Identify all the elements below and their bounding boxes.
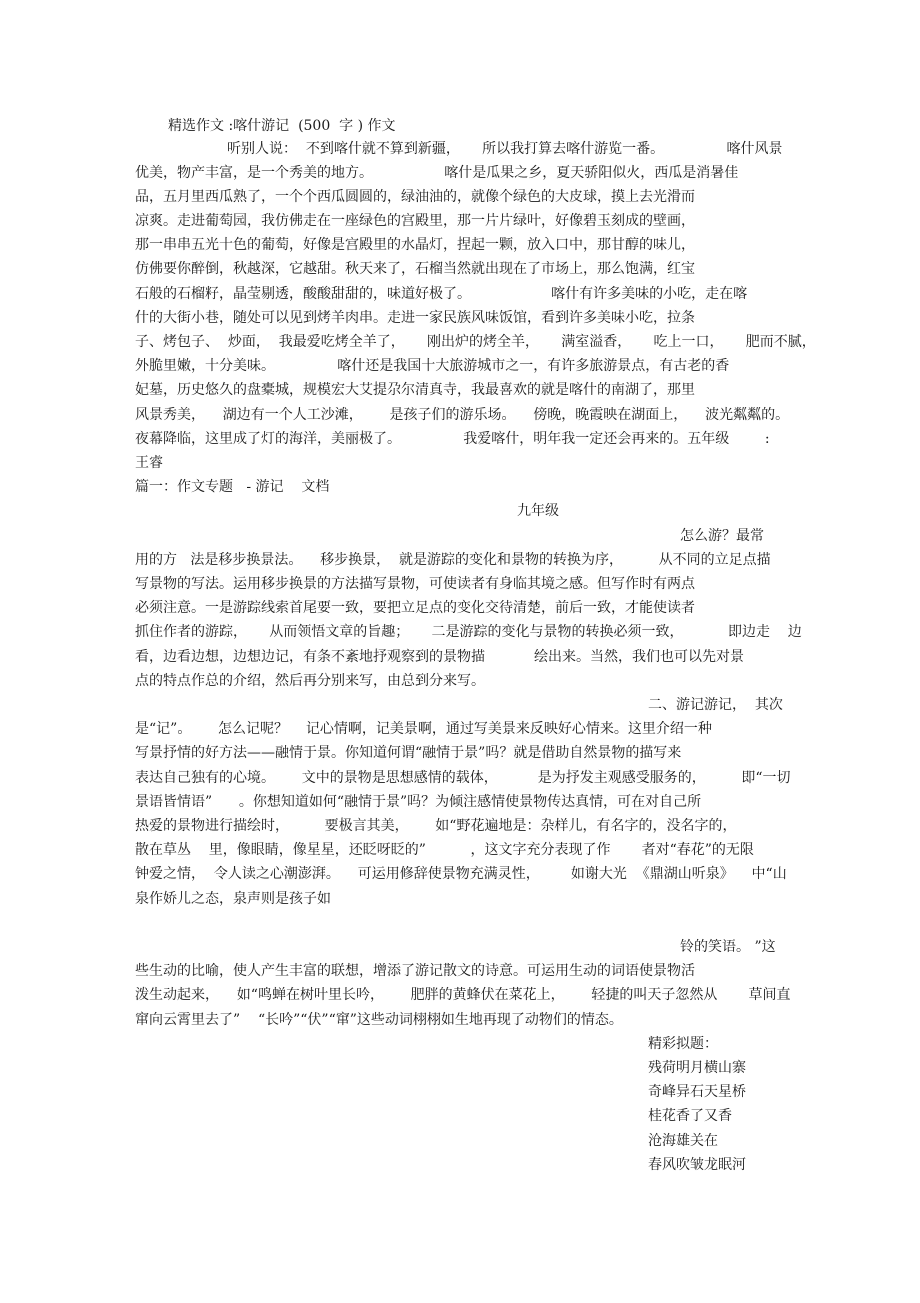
essay-line: 夜幕降临，这里成了灯的海洋，美丽极了。 我爱喀什，明年我一定还会再来的。五年级 :	[135, 431, 770, 447]
essay-line: 听别人说： 不到喀什就不算到新疆， 所以我打算去喀什游览一番。 喀什风景	[227, 141, 783, 157]
guide-line: 写景抒情的好方法——融情于景。你知道何谓“融情于景”吗？就是借助自然景物的描写来	[135, 745, 682, 761]
guide-line: 看，边看边想，边想边记，有条不紊地抒观察到的景物描 绘出来。当然，我们也可以先对景	[135, 649, 744, 665]
grade-label: 九年级	[517, 503, 559, 519]
guide-line: 点的特点作总的介绍，然后再分别来写，由总到分来写。	[135, 673, 485, 689]
guide-line: 必须注意。一是游踪线索首尾要一致，要把立足点的变化交待清楚，前后一致，才能使读者	[135, 600, 695, 616]
guide-line: 景语皆情语” 。你想知道如何“融情于景”吗？为倾注感情使景物传达真情，可在对自己所	[135, 794, 702, 810]
guide-line: 钟爱之情， 令人读之心潮澎湃。 可运用修辞使景物充满灵性， 如谢大光 《鼎湖山听泉》 中“山	[135, 866, 787, 882]
guide-line: 是“记”。 怎么记呢？ 记心情啊，记美景啊，通过写美景来反映好心情来。这里介绍一种	[135, 721, 712, 737]
guide-line: 写景物的写法。运用移步换景的方法描写景物，可使读者有身临其境之感。但写作时有两点	[135, 576, 695, 592]
section-heading: 篇一：作文专题 - 游记 文档	[135, 479, 330, 495]
essay-line: 仿佛要你醉倒，秋越深，它越甜。秋天来了，石榴当然就出现在了市场上，那么饱满，红宝	[135, 261, 695, 277]
essay-line: 石般的石榴籽，晶莹剔透，酸酸甜甜的，味道好极了。 喀什有许多美味的小吃，走在喀	[135, 286, 748, 302]
essay-line: 那一串串五光十色的葡萄，好像是宫殿里的水晶灯，捏起一颗，放入口中，那甘醇的味儿，	[135, 237, 695, 253]
essay-line: 妃墓，历史悠久的盘橐城，规模宏大艾提尕尔清真寺，我最喜欢的就是喀什的南湖了，那里	[135, 382, 695, 398]
titles-label: 精彩拟题：	[648, 1036, 718, 1052]
guide-line: 散在草丛 里，像眼睛，像星星，还眨呀眨的” ，这文字充分表现了作 者对“春花”的无限	[135, 842, 754, 858]
essay-title: 精选作文 :喀什游记 (500 字 ) 作文	[168, 118, 396, 134]
essay-line: 子、烤包子、 炒面， 我最爱吃烤全羊了， 刚出炉的烤全羊， 满室溢香， 吃上一口， 肥而不腻，	[135, 334, 816, 350]
title-example: 桂花香了又香	[648, 1108, 732, 1124]
guide-line: 表达自己独有的心境。 文中的景物是思想感情的载体， 是为抒发主观感受服务的， 即“一切	[135, 770, 791, 786]
guide-line: 热爱的景物进行描绘时， 要极言其美， 如“野花遍地是：杂样儿，有名字的，没名字的，	[135, 818, 737, 834]
title-example: 春风吹皱龙眠河	[648, 1157, 746, 1173]
guide-line: 用的方 法是移步换景法。 移步换景， 就是游踪的变化和景物的转换为序， 从不同的立足点描	[135, 552, 771, 568]
essay-line: 优美，物产丰富，是一个秀美的地方。 喀什是瓜果之乡，夏天骄阳似火，西瓜是消暑佳	[135, 165, 739, 181]
essay-author: 王睿	[135, 455, 163, 471]
guide-line: 二、游记游记， 其次	[648, 697, 783, 713]
essay-line: 外脆里嫩，十分美味。 喀什还是我国十大旅游城市之一，有许多旅游景点，有古老的香	[135, 358, 730, 374]
essay-line: 凉爽。走进葡萄园，我仿佛走在一座绿色的宫殿里，那一片片绿叶，好像碧玉刻成的壁画，	[135, 213, 695, 229]
essay-line: 什的大街小巷，随处可以见到烤羊肉串。走进一家民族风味饭馆，看到许多美味小吃，拉条	[135, 310, 695, 326]
guide-line: 窜向云霄里去了” “长吟”“伏”“窜”这些动词栩栩如生地再现了动物们的情态。	[135, 1012, 623, 1028]
guide-line: 些生动的比喻，使人产生丰富的联想，增添了游记散文的诗意。可运用生动的词语使景物活	[135, 963, 695, 979]
title-example: 奇峰异石天星桥	[648, 1084, 746, 1100]
guide-line: 泼生动起来， 如“鸣蝉在树叶里长吟， 肥胖的黄蜂伏在菜花上， 轻捷的叫天子忽然从 草间直	[135, 987, 791, 1003]
guide-line: 怎么游？最常	[680, 528, 764, 544]
guide-line: 泉作娇儿之态，泉声则是孩子如	[135, 891, 331, 907]
essay-line: 品，五月里西瓜熟了，一个个西瓜圆圆的，绿油油的，就像个绿色的大皮球，摸上去光滑而	[135, 189, 695, 205]
title-example: 残荷明月横山寨	[648, 1060, 746, 1076]
essay-line: 风景秀美， 湖边有一个人工沙滩， 是孩子们的游乐场。 傍晚，晚霞映在湖面上， 波光粼粼的。	[135, 407, 790, 423]
guide-line: 铃的笑语。 ”这	[680, 939, 776, 955]
title-example: 沧海雄关在	[648, 1133, 718, 1149]
guide-line: 抓住作者的游踪， 从而领悟文章的旨趣； 二是游踪的变化与景物的转换必须一致， 即边走 边	[135, 624, 802, 640]
